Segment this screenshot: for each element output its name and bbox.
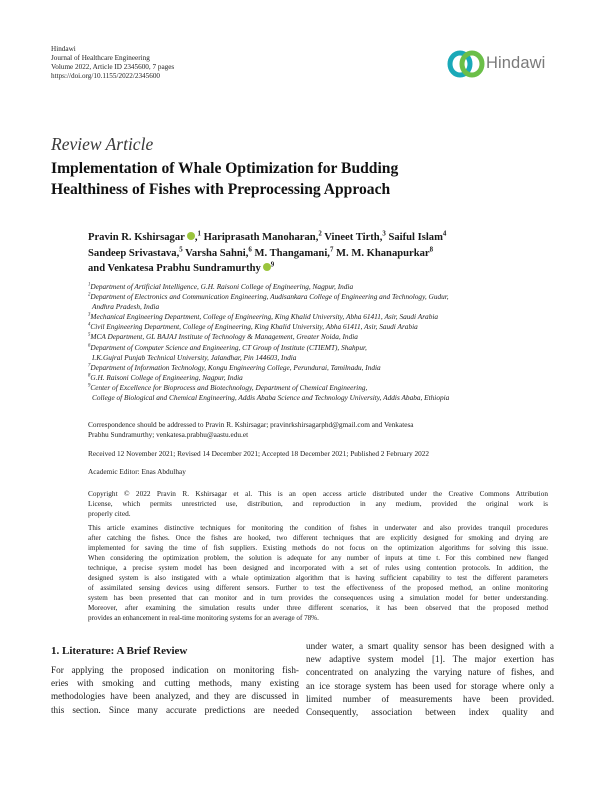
affiliation: $^7$Department of Information Technology, Kongu Engineering College, Perundurai, Tamilnadu, India: [88, 362, 381, 372]
correspondence: Correspondence should be addressed to Pravin R. Kshirsagar; pravinrkshirsagarphd@gmail.com and Venkatesa Prabhu Sundramurthy; venkatesa.prabhu@aastu.edu.et: [88, 420, 414, 440]
body-column-right: under water, a smart quality sensor has been designed with a new adaptive system model [1]. The major exertion has concentrated on analyzing the varying nature of fishes, and an ice storage system has been used for storage where only a limited number of measurements have been provided. Consequently, association between index quality and: [306, 641, 554, 718]
affiliation: College of Biological and Chemical Engineering, Addis Ababa Science and Technology University, Addis Ababa, Ethiopia: [92, 393, 450, 403]
hindawi-logo-icon: [447, 48, 487, 80]
orcid-icon[interactable]: [263, 263, 271, 271]
affiliation-list: [88, 282, 548, 403]
publisher-name: Hindawi: [51, 45, 76, 53]
author[interactable]: Pravin R. Kshirsagar ,$^1$: [88, 230, 201, 243]
title-line: Implementation of Whale Optimization for Budding: [51, 160, 399, 177]
article-type: Review Article: [51, 134, 154, 154]
title-line: Healthiness of Fishes with Preprocessing Approach: [51, 181, 391, 198]
author[interactable]: and Venkatesa Prabhu Sundramurthy $^9$: [88, 261, 275, 274]
copyright-notice: Copyright © 2022 Pravin R. Kshirsagar et al. This is an open access article distributed under the Creative Commons Attribution License, which permits unrestricted use, distribution, and reproduction in any medium, provided the original work is properly cited.: [88, 489, 548, 519]
logo-wordmark: Hindawi: [486, 54, 546, 72]
publication-dates: Received 12 November 2021; Revised 14 December 2021; Accepted 18 December 2021; Published 2 February 2022: [88, 449, 430, 458]
author-line: [88, 261, 528, 277]
author-line: [88, 246, 528, 262]
affiliation: $^4$Civil Engineering Department, College of Engineering, King Khalid University, Abha 61411, Asir, Saudi Arabia: [88, 322, 418, 332]
abstract: This article examines distinctive techniques for monitoring the condition of fishes in underwater and also provides tranquil procedures after catching the fishes. Once the fishes are hooked, two different techniques that are explicitly designed for smoking and drying are implemented for saving the time of fish suppliers. Existing methods do not focus on the optimization algorithms for solving this issue. When considering the optimization problem, the solution is adequate for any number of inputs at time t. For this combined new flanged technique, a precise system model has been designed and incorporated with a set of rules using contention protocols. In addition, the designed system is also instigated with a whale optimization algorithm that is having sufficient capability to test the different parameters of assimilated sensing devices using different sensors. Further to test the effectiveness of the proposed method, an online monitoring system has been presented that can monitor and in turn provides the consequences using a simulation model for better understanding. Moreover, after examining the simulation results under three different scenarios, it has been observed that the proposed method provides an enhancement in real-time monitoring systems for an average of 78%.: [88, 524, 548, 622]
affiliation: $^5$MCA Department, GL BAJAJ Institute of Technology & Management, Greater Noida, India: [88, 332, 358, 342]
affiliation: $^3$Mechanical Engineering Department, College of Engineering, King Khalid University, Abha 61411, Asir, Saudi Arabia: [88, 312, 439, 322]
author[interactable]: M. M. Khanapurkar$^8$: [336, 245, 434, 259]
volume-info: Volume 2022, Article ID 2345600, 7 pages: [51, 63, 175, 71]
body-column-left: For applying the proposed indication on monitoring fish- eries with smoking and cutting methods, many existing methodologies have been analyzed, and they are discussed in this section. Since many accurate predictions are needed: [51, 665, 299, 715]
affiliation: Andhra Pradesh, India: [92, 302, 160, 312]
hindawi-logo: [447, 48, 553, 80]
author[interactable]: Saiful Islam$^4$: [388, 230, 447, 243]
doi-link[interactable]: https://doi.org/10.1155/2022/2345600: [51, 72, 161, 80]
article-title: [51, 158, 521, 200]
author[interactable]: Hariprasath Manoharan,$^2$: [203, 230, 322, 243]
author[interactable]: Sandeep Srivastava,$^5$: [88, 245, 183, 259]
affiliation: $^2$Department of Electronics and Communication Engineering, Audisankara College of Engineering and Technology, Gudur,: [88, 292, 449, 302]
affiliation: $^6$Department of Computer Science and Engineering, CT Group of Institute (CTIEMT), Shahpur,: [88, 342, 367, 352]
journal-name: Journal of Healthcare Engineering: [51, 54, 150, 62]
author[interactable]: Varsha Sahni,$^6$: [185, 245, 252, 259]
academic-editor: Academic Editor: Enas Abdulhay: [88, 467, 186, 476]
author-line: [88, 230, 528, 246]
author[interactable]: Vineet Tirth,$^3$: [324, 230, 386, 243]
affiliation: $^8$G.H. Raisoni College of Engineering, Nagpur, India: [88, 372, 243, 382]
journal-meta: [51, 45, 174, 81]
affiliation: $^9$Center of Excellence for Bioprocess and Biotechnology, Department of Chemical Engineering,: [88, 382, 368, 392]
section-heading: 1. Literature: A Brief Review: [51, 645, 188, 657]
affiliation: $^1$Department of Artificial Intelligence, G.H. Raisoni College of Engineering, Nagpur, India: [88, 282, 354, 291]
author-list: [88, 230, 528, 277]
orcid-icon[interactable]: [187, 232, 195, 240]
affiliation: I.K.Gujral Punjab Technical University, Jalandhar, Pin 144603, India: [92, 352, 297, 362]
author[interactable]: M. Thangamani,$^7$: [254, 245, 334, 259]
